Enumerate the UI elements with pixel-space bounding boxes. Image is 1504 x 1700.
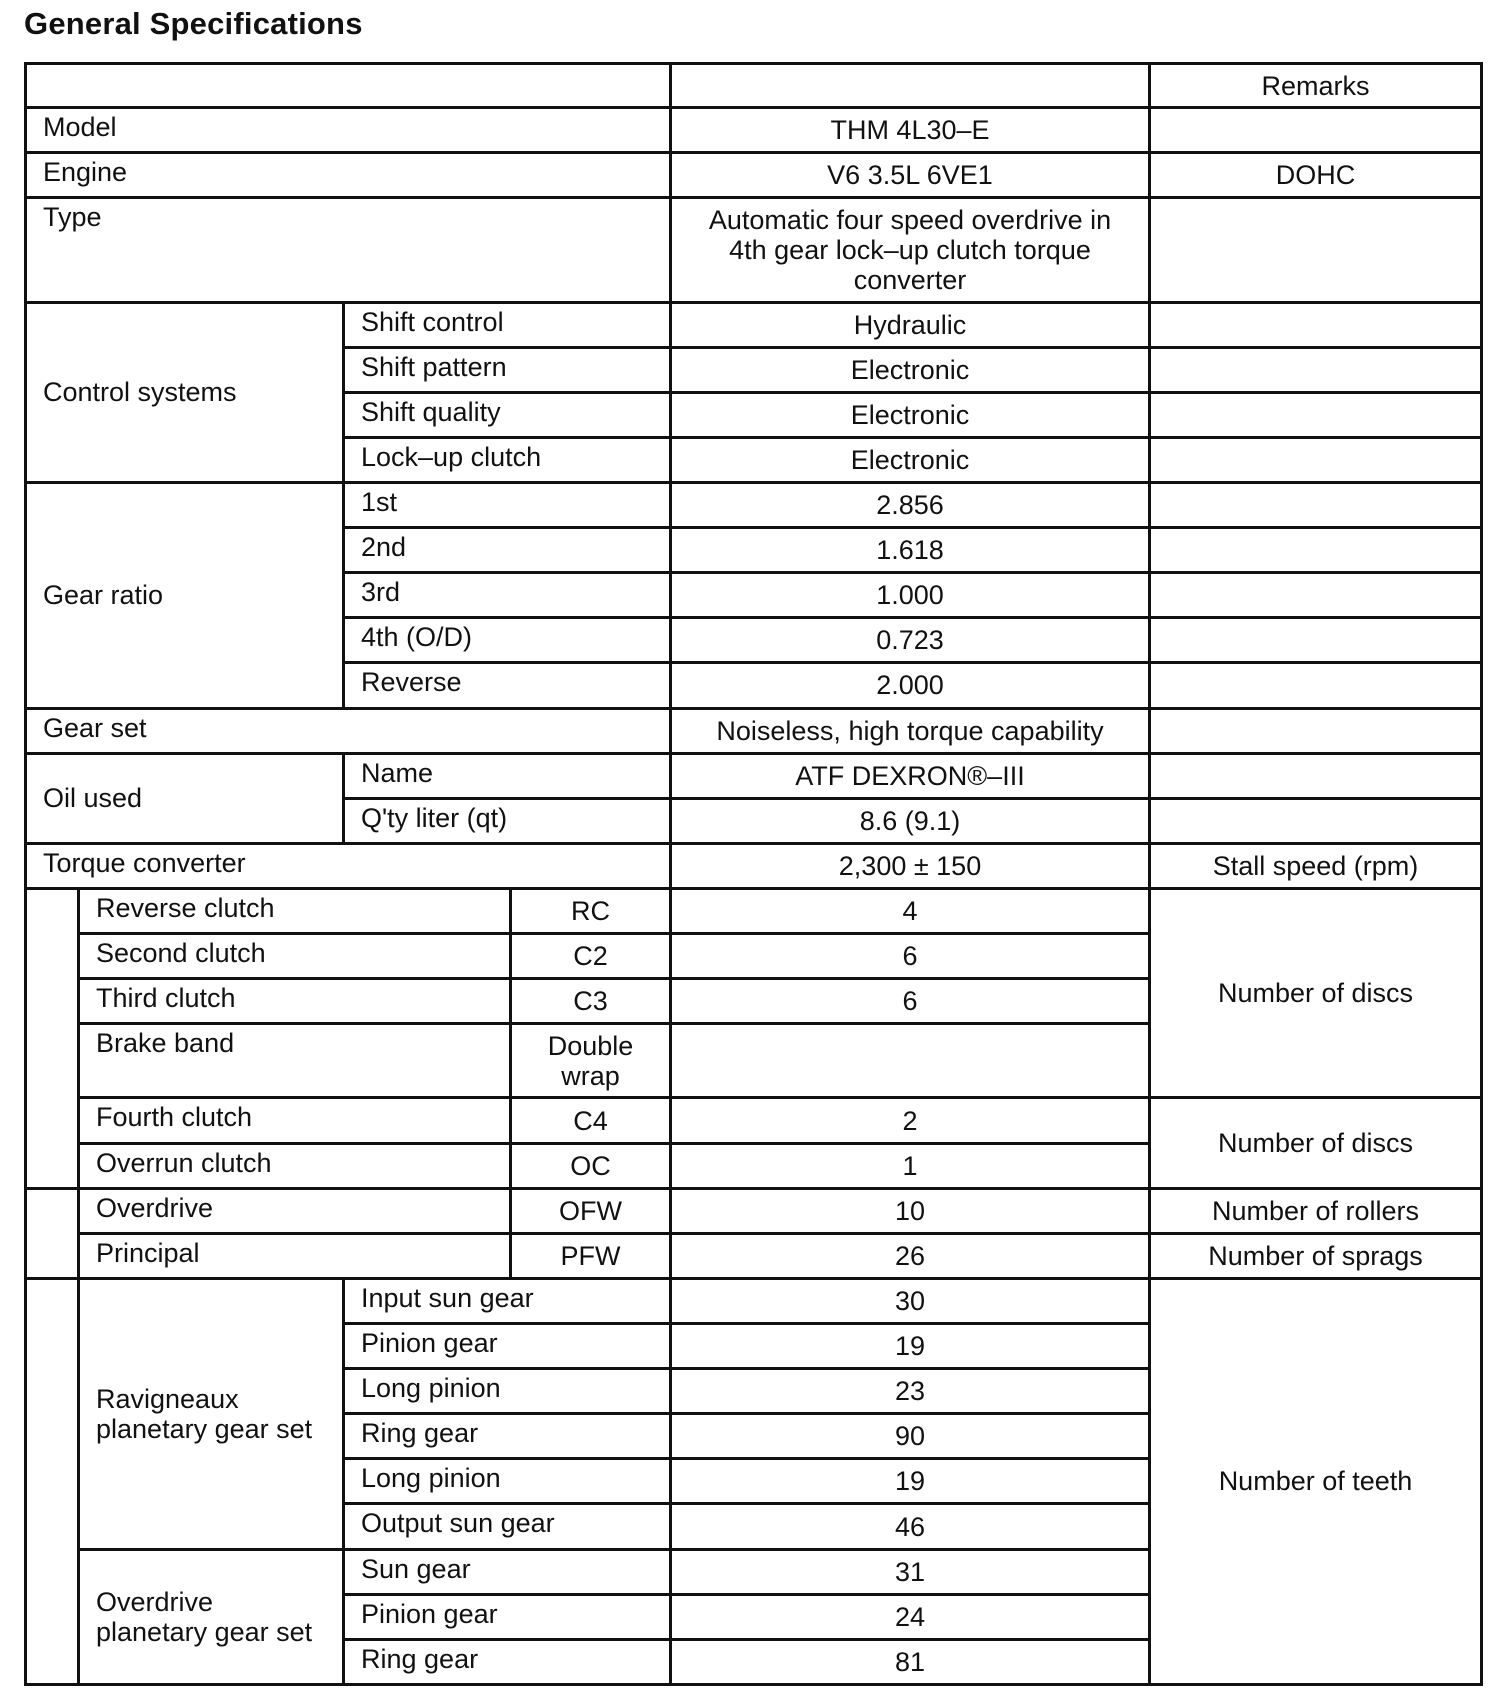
row-remark: Number of discs	[1150, 1098, 1482, 1188]
row-label: Brake band	[79, 1024, 511, 1098]
row-value: 6	[671, 934, 1150, 979]
row-value: 2.856	[671, 483, 1150, 528]
row-label: Fourth clutch	[79, 1098, 511, 1143]
row-label: Gear set	[26, 708, 671, 753]
header-blank	[26, 64, 671, 108]
row-label: Ring gear	[344, 1414, 671, 1459]
table-row	[26, 753, 1482, 798]
row-label: Input sun gear	[344, 1278, 671, 1323]
header-value	[671, 64, 1150, 108]
row-value: 0.723	[671, 618, 1150, 663]
row-label: Principal	[79, 1233, 511, 1278]
table-row	[26, 198, 1482, 302]
row-value: 1.618	[671, 528, 1150, 573]
row-label: Sun gear	[344, 1549, 671, 1594]
row-label: Lock–up clutch	[344, 437, 671, 482]
row-label: 2nd	[344, 528, 671, 573]
row-remark: DOHC	[1150, 153, 1482, 198]
row-value: 8.6 (9.1)	[671, 798, 1150, 843]
group-label: Oil used	[26, 753, 344, 843]
row-remark: Number of discs	[1150, 888, 1482, 1098]
row-remark	[1150, 708, 1482, 753]
table-row	[26, 1098, 1482, 1143]
row-value: 2.000	[671, 663, 1150, 708]
row-code: PFW	[511, 1233, 671, 1278]
row-value: 6	[671, 979, 1150, 1024]
spec-table	[24, 62, 1483, 1686]
row-remark	[1150, 798, 1482, 843]
row-remark	[1150, 437, 1482, 482]
row-label: Reverse	[344, 663, 671, 708]
table-row	[26, 1188, 1482, 1233]
row-label: Q'ty liter (qt)	[344, 798, 671, 843]
row-value: 4	[671, 888, 1150, 933]
row-label: Shift quality	[344, 392, 671, 437]
row-code: RC	[511, 888, 671, 933]
row-value: Automatic four speed overdrive in 4th gear lock–up clutch torque converter	[671, 198, 1150, 302]
page-title: General Specifications	[24, 6, 363, 41]
row-remark	[1150, 663, 1482, 708]
table-row	[26, 483, 1482, 528]
row-label: 1st	[344, 483, 671, 528]
row-remark	[1150, 618, 1482, 663]
row-label: Pinion gear	[344, 1594, 671, 1639]
clutch-group-spacer	[26, 888, 79, 1188]
row-value: 2,300 ± 150	[671, 843, 1150, 888]
row-remark	[1150, 198, 1482, 302]
table-row	[26, 108, 1482, 153]
table-row	[26, 302, 1482, 347]
row-value: 24	[671, 1594, 1150, 1639]
row-value: 23	[671, 1369, 1150, 1414]
row-value: Noiseless, high torque capability	[671, 708, 1150, 753]
row-value: 1	[671, 1143, 1150, 1188]
table-row	[26, 1233, 1482, 1278]
table-row	[26, 843, 1482, 888]
row-value: 1.000	[671, 573, 1150, 618]
row-remark: Number of rollers	[1150, 1188, 1482, 1233]
row-label: Pinion gear	[344, 1324, 671, 1369]
row-value: Electronic	[671, 392, 1150, 437]
row-value: 30	[671, 1278, 1150, 1323]
group-label: Control systems	[26, 302, 344, 482]
row-label: Name	[344, 753, 671, 798]
row-value: 90	[671, 1414, 1150, 1459]
row-code: Double wrap	[511, 1024, 671, 1098]
row-code: C3	[511, 979, 671, 1024]
row-code: OC	[511, 1143, 671, 1188]
row-remark	[1150, 573, 1482, 618]
row-value: 46	[671, 1504, 1150, 1549]
row-remark	[1150, 347, 1482, 392]
row-label: Reverse clutch	[79, 888, 511, 933]
freewheel-group-spacer	[26, 1188, 79, 1278]
table-header-row	[26, 64, 1482, 108]
group-label: Gear ratio	[26, 483, 344, 709]
row-remark	[1150, 392, 1482, 437]
row-code: OFW	[511, 1188, 671, 1233]
gearset-group-spacer	[26, 1278, 79, 1684]
row-label: Torque converter	[26, 843, 671, 888]
row-code: C2	[511, 934, 671, 979]
row-remark	[1150, 302, 1482, 347]
row-value: Electronic	[671, 347, 1150, 392]
table-row	[26, 1278, 1482, 1323]
row-value: THM 4L30–E	[671, 108, 1150, 153]
row-remark	[1150, 753, 1482, 798]
row-value: 19	[671, 1324, 1150, 1369]
row-value: 10	[671, 1188, 1150, 1233]
row-code: C4	[511, 1098, 671, 1143]
row-value: 31	[671, 1549, 1150, 1594]
row-value: 81	[671, 1639, 1150, 1684]
header-remarks: Remarks	[1150, 64, 1482, 108]
table-row	[26, 153, 1482, 198]
row-label: Type	[26, 198, 671, 302]
row-remark: Number of sprags	[1150, 1233, 1482, 1278]
row-label: Output sun gear	[344, 1504, 671, 1549]
row-value: V6 3.5L 6VE1	[671, 153, 1150, 198]
row-label: Shift control	[344, 302, 671, 347]
table-row	[26, 888, 1482, 933]
row-label: Ring gear	[344, 1639, 671, 1684]
row-value	[671, 1024, 1150, 1098]
row-value: 19	[671, 1459, 1150, 1504]
row-label: 4th (O/D)	[344, 618, 671, 663]
row-value: 26	[671, 1233, 1150, 1278]
row-remark: Stall speed (rpm)	[1150, 843, 1482, 888]
row-label: 3rd	[344, 573, 671, 618]
row-remark	[1150, 483, 1482, 528]
row-value: 2	[671, 1098, 1150, 1143]
row-value: Electronic	[671, 437, 1150, 482]
row-label: Shift pattern	[344, 347, 671, 392]
row-label: Third clutch	[79, 979, 511, 1024]
row-label: Model	[26, 108, 671, 153]
row-remark	[1150, 108, 1482, 153]
table-row	[26, 708, 1482, 753]
row-label: Second clutch	[79, 934, 511, 979]
row-label: Overrun clutch	[79, 1143, 511, 1188]
group-label: Ravigneaux planetary gear set	[79, 1278, 344, 1549]
row-label: Long pinion	[344, 1459, 671, 1504]
row-label: Overdrive	[79, 1188, 511, 1233]
group-label: Overdrive planetary gear set	[79, 1549, 344, 1684]
row-remark: Number of teeth	[1150, 1278, 1482, 1684]
row-value: ATF DEXRON®–III	[671, 753, 1150, 798]
row-value: Hydraulic	[671, 302, 1150, 347]
row-remark	[1150, 528, 1482, 573]
row-label: Long pinion	[344, 1369, 671, 1414]
row-label: Engine	[26, 153, 671, 198]
